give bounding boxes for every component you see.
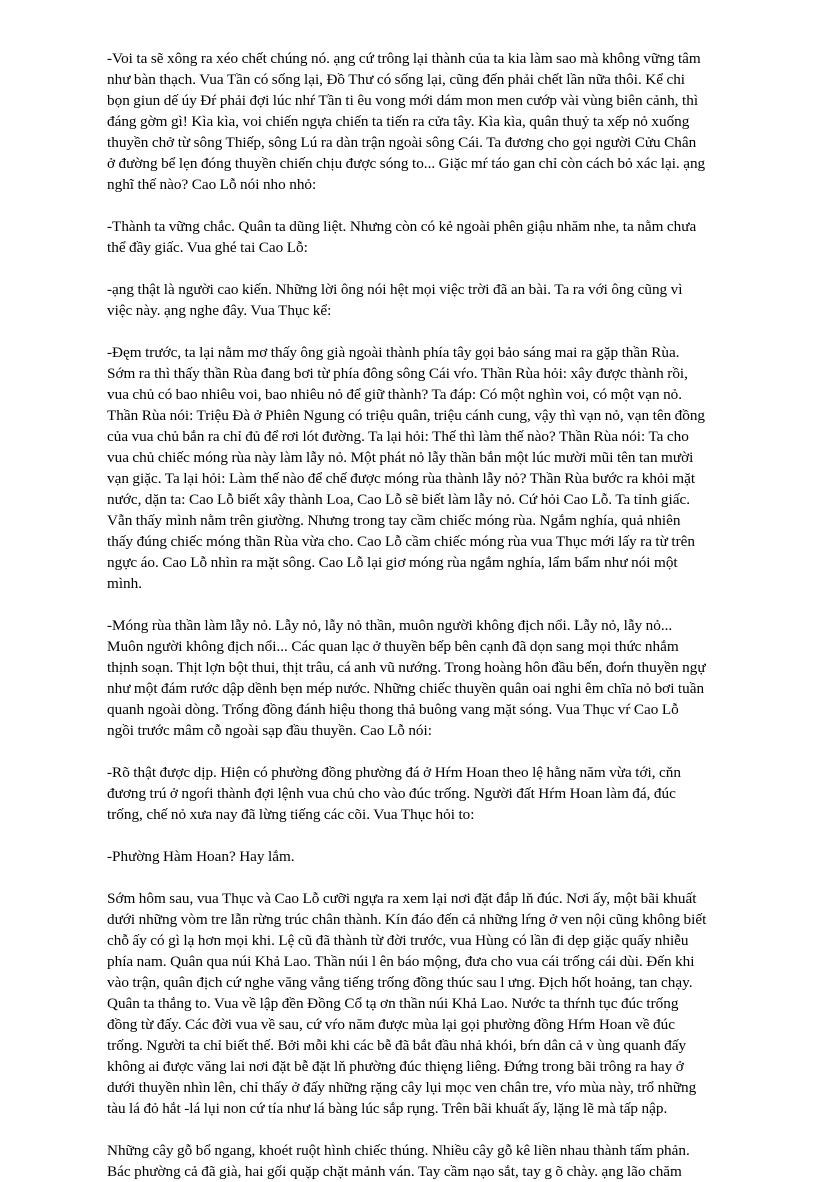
paragraph-turtle-dream: -Đęm trước, ta lại nằm mơ thấy ông già ngoài thành phía tây gọi bảo sáng mai ra gặp thần Rùa. Sớm ra thì thấy thần Rùa đang bơi từ phía đông sông Cái vŕo. Thần Rùa hỏi: xây được thành rồi, vua chủ có bao nhiêu voi, bao nhiêu nỏ để giữ thành? Ta đáp: Có một nghìn voi, có một vạn nỏ. Thần Rùa nói: Triệu Đà ở Phiên Ngung có triệu quân, triệu cánh cung, vậy thì vạn nỏ, vạn tên đồng của vua chủ bắn ra chỉ đủ để rơi lót đường. Ta lại hỏi: Thế thì làm thế nào? Thần Rùa nói: Ta cho vua chủ chiếc móng rùa này làm lẫy nỏ. Một phát nỏ lẫy thần bắn một lúc mười mũi tên tan mười vạn giặc. Ta lại hỏi: Làm thế nào để chế được móng rùa thành lẫy nỏ? Thần Rùa bước ra khỏi mặt nước, dặn ta: Cao Lỗ biết xây thành Loa, Cao Lỗ sẽ biết làm lẫy nỏ. Cứ hỏi Cao Lỗ. Ta tỉnh giấc. Vẫn thấy mình nằm trên giường. Nhưng trong tay cầm chiếc móng rùa. Ngắm nghía, quả nhiên thấy đúng chiếc móng thần Rùa vừa cho. Cao Lỗ cầm chiếc móng rùa vua Thục mới lấy ra từ trên ngực áo. Cao Lỗ nhìn ra mặt sông. Cao Lỗ lại giơ móng rùa ngắm nghía, lẩm bẩm như nói một mình.	[107, 344, 706, 592]
paragraph-cao-lo-reply: -Thành ta vững chắc. Quân ta dũng liệt. Nhưng còn có kẻ ngoài phên giậu nhăm nhe, ta nằm chưa thể đầy giấc. Vua ghé tai Cao Lỗ:	[107, 218, 697, 256]
paragraph-crossbow-trigger: -Móng rùa thần làm lẫy nỏ. Lẫy nỏ, lẫy nỏ thần, muôn người không địch nổi. Lẫy nỏ, lẫy nỏ... Muôn người không địch nổi... Các quan lạc ở thuyền bếp bên cạnh đã dọn sang mọi thức nhắm thịnh soạn. Thịt lợn bột thui, thịt trâu, cá anh vũ nướng. Trong hoàng hôn đầu bến, đoŕn thuyền ngự như một đám rước dập dềnh bẹn mép nước. Những chiếc thuyền quân oai nghi êm chĩa nỏ bơi tuần quanh ngoài dòng. Trống đồng đánh hiệu thong thả buông vang mặt sóng. Vua Thục vŕ Cao Lỗ ngồi trước mâm cỗ ngoài sạp đầu thuyền. Cao Lỗ nói:	[107, 617, 706, 739]
paragraph-king-exclaims: -Phường Hàm Hoan? Hay lắm.	[107, 848, 295, 865]
paragraph-wood-carving: Những cây gỗ bổ ngang, khoét ruột hình chiếc thúng. Nhiều cây gỗ kê liền nhau thành tấm phản. Bác phường cả đã già, hai gối quặp chặt mảnh ván. Tay cầm nạo sắt, tay g õ chày. ạng lão chăm	[107, 1142, 690, 1180]
paragraph-king-answer: -ạng thật là người cao kiến. Những lời ông nói hệt mọi việc trời đã an bài. Ta ra với ông cũng vì việc này. ạng nghe đây. Vua Thục kể:	[107, 281, 683, 319]
paragraph-ham-hoan-guild: -Rõ thật được dịp. Hiện có phường đồng phường đá ở Hŕm Hoan theo lệ hằng năm vừa tới, cňn đương trú ở ngoŕi thành đợi lệnh vua chủ cho vào đúc trống. Người đất Hŕm Hoan làm đá, đúc trống, chế nỏ xưa nay đã lừng tiếng các cõi. Vua Thục hỏi to:	[107, 764, 681, 823]
paragraph-king-speech: -Voi ta sẽ xông ra xéo chết chúng nó. ạng cứ trông lại thành của ta kia làm sao mà không vững tâm như bàn thạch. Vua Tần có sống lại, Đồ Thư có sống lại, cũng đến phải chết lần nữa thôi. Kể chi bọn giun dế úy Đŕ phải đợi lúc nhŕ Tần ti êu vong mới dám mon men cướp vài vùng biên cảnh, thì đáng gờm gì! Kìa kìa, voi chiến ngựa chiến ta tiến ra cửa tây. Kìa kìa, quân thuỷ ta xếp nỏ xuống thuyền chở từ sông Thiếp, sông Lú ra dàn trận ngoài sông Cái. Ta đương cho gọi người Cửu Chân ở đường bể lẹn đóng thuyền chiến chịu được sóng to... Giặc mŕ táo gan chỉ còn cách bỏ xác lại. ạng nghĩ thế nào? Cao Lỗ nói nho nhỏ:	[107, 50, 706, 193]
paragraph-casting-site: Sớm hôm sau, vua Thục và Cao Lỗ cưỡi ngựa ra xem lại nơi đặt đắp lň đúc. Nơi ấy, một bãi khuất dưới những vòm tre lẫn rừng trúc chân thành. Kín đáo đến cả những lŕng ở ven nội cũng không biết chỗ ấy có gì lạ hơn mọi khi. Lệ cũ đã thành từ đời trước, vua Hùng có lần đi dẹp giặc quấy nhiễu phía nam. Quân qua núi Khả Lao. Thần núi l ên báo mộng, đưa cho vua cái trống cái dùi. Đến khi vào trận, quân địch cứ nghe văng vẳng tiếng trống đồng thúc sau l ưng. Địch hốt hoảng, tan chạy. Quân ta thắng to. Vua về lập đền Đồng Cổ tạ ơn thần núi Khả Lao. Nước ta thŕnh tục đúc trống đồng từ đấy. Các đời vua về sau, cứ vŕo năm được mùa lại gọi phường đồng Hŕm Hoan về đúc trống. Người ta chỉ biết thế. Bởi mỗi khi các bễ đã bắt đầu nhả khói, bŕn dân cả v ùng quanh đấy không ai được văng lai nơi đặt bễ đặt lň phường đúc thięng liêng. Đứng trong bãi trông ra hay ở dưới thuyền nhìn lên, chỉ thấy ở đấy những rặng cây lụi mọc ven chân tre, vŕo mùa này, trổ những tàu lá đỏ hắt -lá lụi non cứ tía như lá bàng lúc sắp rụng. Trên bãi khuất ấy, lặng lẽ mà tấp nập.	[107, 890, 707, 1117]
document-page	[107, 48, 707, 1182]
